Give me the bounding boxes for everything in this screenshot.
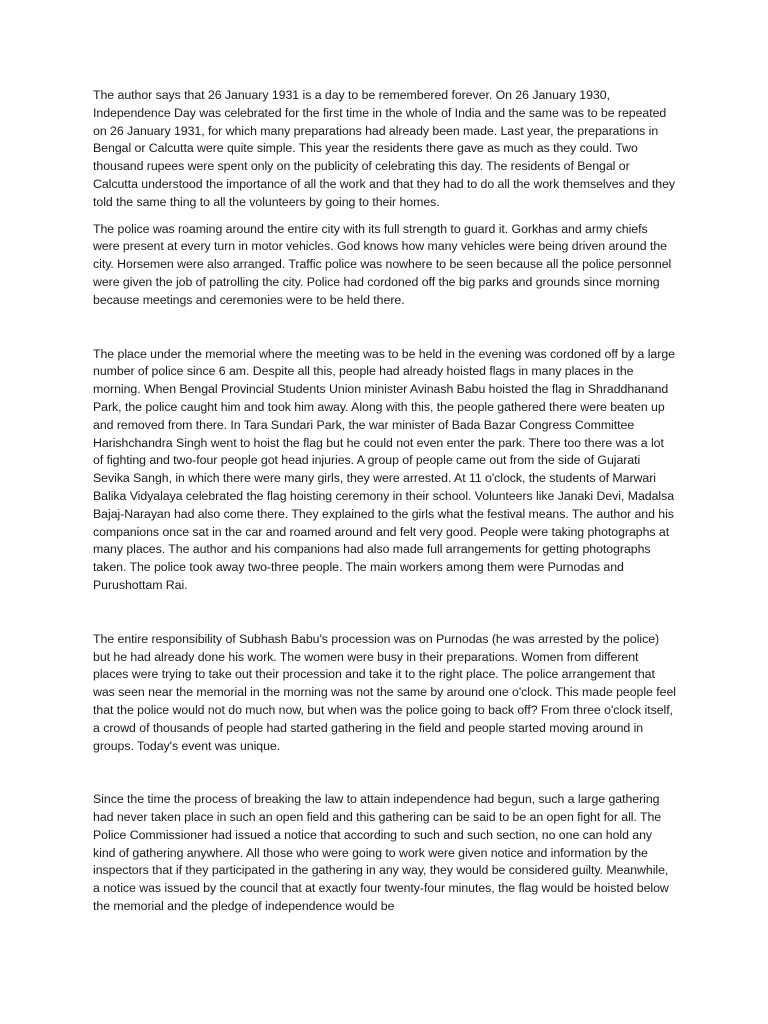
paragraph-2: The police was roaming around the entire city with its full strength to guard it. Gorkhas and army chiefs were present at every turn in motor vehicles. God knows how many vehicles were being driven around the city. Horsemen were also arranged. Traffic police was nowhere to be seen because all the police personnel were given the job of patrolling the city. Police had cordoned off the big parks and grounds since morning because meetings and ceremonies were to be held there. [93, 221, 672, 307]
paragraph-4: The entire responsibility of Subhash Babu's procession was on Purnodas (he was arrested by the police) but he had already done his work. The women were busy in their preparations. Women from different places were trying to take out their procession and take it to the right place. The police arrangement that was seen near the memorial in the morning was not the same by around one o'clock. This made people feel that the police would not do much now, but when was the police going to back off? From three o'clock itself, a crowd of thousands of people had started gathering in the field and people started moving around in groups. Today's event was unique. [93, 631, 676, 753]
paragraph-1: The author says that 26 January 1931 is a day to be remembered forever. On 26 January 1930, Independence Day was celebrated for the first time in the whole of India and the same was to be repeated on 26 January 1931, for which many preparations had already been made. Last year, the preparations in Bengal or Calcutta were quite simple. This year the residents there gave as much as they could. Two thousand rupees were spent only on the publicity of celebrating this day. The residents of Bengal or Calcutta understood the importance of all the work and that they had to do all the work themselves and they told the same thing to all the volunteers by going to their homes. [93, 88, 676, 209]
paragraph-3: The place under the memorial where the meeting was to be held in the evening was cordoned off by a large number of police since 6 am. Despite all this, people had already hoisted flags in many places in the morning. When Bengal Provincial Students Union minister Avinash Babu hoisted the flag in Shraddhanand Park, the police caught him and took him away. Along with this, the people gathered there were beaten up and removed from there. In Tara Sundari Park, the war minister of Bada Bazar Congress Committee Harishchandra Singh went to hoist the flag but he could not even enter the park. There too there was a lot of fighting and two-four people got head injuries. A group of people came out from the side of Gujarati Sevika Sangh, in which there were many girls, they were arrested. At 11 o'clock, the students of Marwari Balika Vidyalaya celebrated the flag hoisting ceremony in their school. Volunteers like Janaki Devi, Madalsa Bajaj-Narayan had also come there. They explained to the girls what the festival means. The author and his companions once sat in the car and roamed around and felt very good. People were taking photographs at many places. The author and his companions had also made full arrangements for getting photographs taken. The police took away two-three people. The main workers among them were Purnodas and Purushottam Rai. [93, 346, 675, 592]
document-page [93, 87, 677, 916]
paragraph-5: Since the time the process of breaking the law to attain independence had begun, such a large gathering had never taken place in such an open field and this gathering can be said to be an open fight for all. The Police Commissioner had issued a notice that according to such and such section, no one can hold any kind of gathering anywhere. All those who were going to work were given notice and information by the inspectors that if they participated in the gathering in any way, they would be considered guilty. Meanwhile, a notice was issued by the council that at exactly four twenty-four minutes, the flag would be hoisted below the memorial and the pledge of independence would be [93, 792, 669, 914]
